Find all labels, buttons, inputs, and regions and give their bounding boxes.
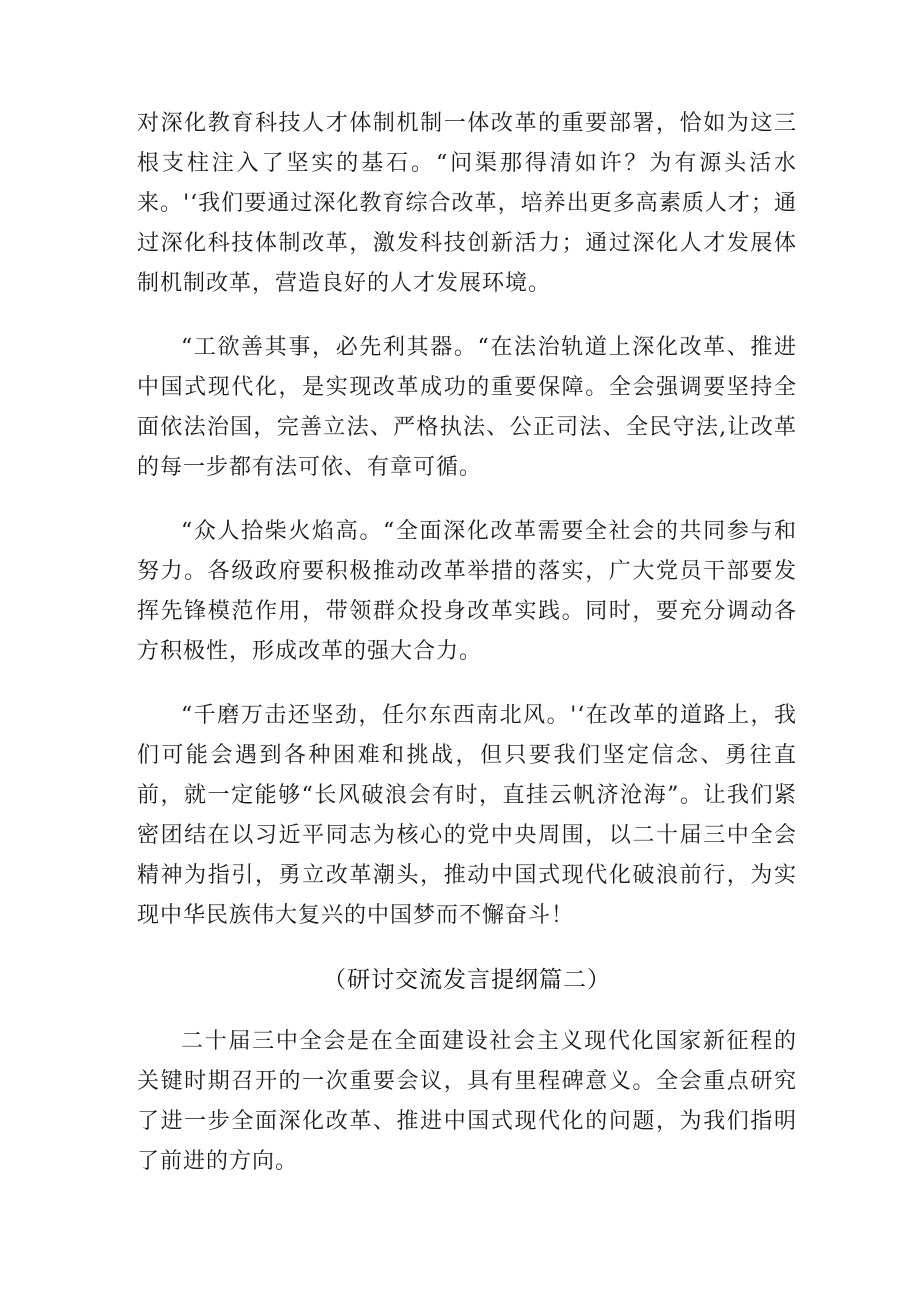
- paragraph-3: “众人拾柴火焰高。“全面深化改革需要全社会的共同参与和努力。各级政府要积极推动改革举措的落实，广大党员干部要发挥先锋模范作用，带领群众投身改革实践。同时，要充分调动各方积极性，形成改革的强大合力。: [137, 519, 797, 664]
- document-body: [137, 104, 797, 1206]
- section-heading: （研讨交流发言提纲篇二）: [323, 967, 611, 993]
- paragraph-4: “千磨万击还坚劲，任尔东西南北风。'‘在改革的道路上，我们可能会遇到各种困难和挑战，但只要我们坚定信念、勇往直前，就一定能够“长风破浪会有时，直挂云帆济沧海”。让我们紧密团结在以习近平同志为核心的党中央周围，以二十届三中全会精神为指引，勇立改革潮头，推动中国式现代化破浪前行，为实现中华民族伟大复兴的中国梦而不懈奋斗！: [137, 703, 797, 928]
- paragraph-1: 对深化教育科技人才体制机制一体改革的重要部署，恰如为这三根支柱注入了坚实的基石。“问渠那得清如许？为有源头活水来。'‘我们要通过深化教育综合改革，培养出更多高素质人才；通过深化科技体制改革，激发科技创新活力；通过深化人才发展体制机制改革，营造良好的人才发展环境。: [137, 111, 797, 296]
- paragraph-2: “工欲善其事，必先利其器。“在法治轨道上深化改革、推进中国式现代化，是实现改革成功的重要保障。全会强调要坚持全面依法治国，完善立法、严格执法、公正司法、全民守法,让改革的每一步都有法可依、有章可循。: [137, 335, 797, 480]
- paragraph-5: 二十届三中全会是在全面建设社会主义现代化国家新征程的关键时期召开的一次重要会议，具有里程碑意义。全会重点研究了进一步全面深化改革、推进中国式现代化的问题，为我们指明了前进的方向。: [137, 1029, 797, 1174]
